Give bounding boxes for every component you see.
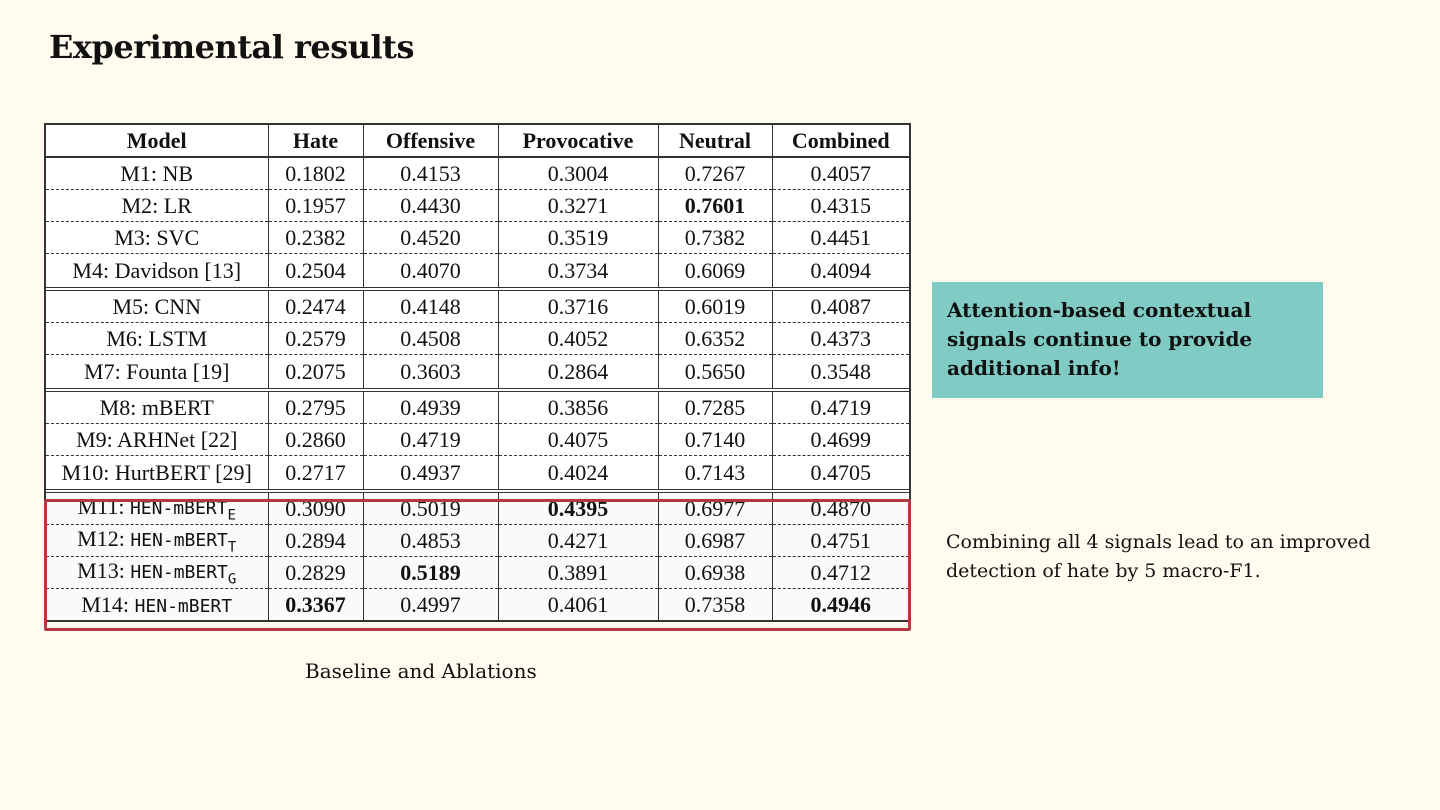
header-offensive: Offensive — [363, 125, 498, 157]
model-cell: M10: HurtBERT [29] — [46, 456, 268, 492]
table-row — [46, 557, 909, 589]
model-subscript: T — [227, 539, 237, 556]
model-id: M14: — [81, 591, 135, 617]
value-cell: 0.4087 — [772, 289, 909, 323]
value-cell: 0.3603 — [363, 355, 498, 391]
value-cell: 0.4148 — [363, 289, 498, 323]
value-cell: 0.4699 — [772, 424, 909, 456]
header-neutral: Neutral — [658, 125, 772, 157]
value-cell: 0.2829 — [268, 557, 363, 589]
model-cell: M2: LR — [46, 190, 268, 222]
value-cell: 0.4520 — [363, 222, 498, 254]
value-cell: 0.4751 — [772, 525, 909, 557]
value-cell: 0.4946 — [772, 589, 909, 621]
table-row — [46, 157, 909, 190]
model-name: HEN-mBERT — [129, 497, 228, 519]
value-cell: 0.3716 — [498, 289, 658, 323]
model-subscript: G — [227, 571, 237, 588]
callout-text: Attention-based contextual signals continue to provide additional info! — [947, 298, 1253, 380]
value-cell: 0.7267 — [658, 157, 772, 190]
value-cell: 0.4853 — [363, 525, 498, 557]
value-cell: 0.3090 — [268, 491, 363, 525]
value-cell: 0.4153 — [363, 157, 498, 190]
value-cell: 0.5019 — [363, 491, 498, 525]
value-cell: 0.3548 — [772, 355, 909, 391]
model-cell: M9: ARHNet [22] — [46, 424, 268, 456]
header-provocative: Provocative — [498, 125, 658, 157]
value-cell: 0.7382 — [658, 222, 772, 254]
value-cell: 0.2504 — [268, 254, 363, 290]
table-caption: Baseline and Ablations — [305, 659, 537, 683]
value-cell: 0.6987 — [658, 525, 772, 557]
result-note: Combining all 4 signals lead to an improved detection of hate by 5 macro-F1. — [946, 531, 1371, 582]
value-cell: 0.4430 — [363, 190, 498, 222]
table-body — [46, 157, 909, 620]
value-cell: 0.1802 — [268, 157, 363, 190]
value-cell: 0.6938 — [658, 557, 772, 589]
table-row — [46, 424, 909, 456]
model-cell: M3: SVC — [46, 222, 268, 254]
value-cell: 0.2075 — [268, 355, 363, 391]
value-cell: 0.6019 — [658, 289, 772, 323]
header-combined: Combined — [772, 125, 909, 157]
value-cell: 0.3004 — [498, 157, 658, 190]
model-cell: M8: mBERT — [46, 390, 268, 424]
table-row — [46, 222, 909, 254]
model-name: HEN-mBERT — [134, 595, 233, 617]
value-cell: 0.2579 — [268, 323, 363, 355]
value-cell: 0.2864 — [498, 355, 658, 391]
model-id: M13: — [77, 557, 131, 583]
table-row — [46, 254, 909, 290]
model-name: HEN-mBERT — [130, 561, 228, 583]
value-cell: 0.3734 — [498, 254, 658, 290]
value-cell: 0.4057 — [772, 157, 909, 190]
value-cell: 0.2860 — [268, 424, 363, 456]
value-cell: 0.4997 — [363, 589, 498, 621]
model-cell: M1: NB — [46, 157, 268, 190]
model-cell — [46, 491, 268, 525]
value-cell: 0.4937 — [363, 456, 498, 492]
value-cell: 0.4870 — [772, 491, 909, 525]
value-cell: 0.4451 — [772, 222, 909, 254]
value-cell: 0.4712 — [772, 557, 909, 589]
value-cell: 0.5189 — [363, 557, 498, 589]
value-cell: 0.7285 — [658, 390, 772, 424]
value-cell: 0.6352 — [658, 323, 772, 355]
callout-box — [932, 282, 1323, 398]
model-cell — [46, 525, 268, 557]
value-cell: 0.3891 — [498, 557, 658, 589]
model-cell: M5: CNN — [46, 289, 268, 323]
model-cell — [46, 557, 268, 589]
table-row — [46, 525, 909, 557]
value-cell: 0.2717 — [268, 456, 363, 492]
value-cell: 0.3367 — [268, 589, 363, 621]
value-cell: 0.7358 — [658, 589, 772, 621]
value-cell: 0.4719 — [772, 390, 909, 424]
value-cell: 0.2894 — [268, 525, 363, 557]
table-row — [46, 355, 909, 391]
header-hate: Hate — [268, 125, 363, 157]
value-cell: 0.6977 — [658, 491, 772, 525]
value-cell: 0.2474 — [268, 289, 363, 323]
value-cell: 0.7140 — [658, 424, 772, 456]
value-cell: 0.3519 — [498, 222, 658, 254]
value-cell: 0.5650 — [658, 355, 772, 391]
table-row — [46, 589, 909, 621]
value-cell: 0.4271 — [498, 525, 658, 557]
value-cell: 0.4075 — [498, 424, 658, 456]
model-name: HEN-mBERT — [130, 529, 228, 551]
model-cell: M7: Founta [19] — [46, 355, 268, 391]
value-cell: 0.1957 — [268, 190, 363, 222]
table-row — [46, 289, 909, 323]
value-cell: 0.4061 — [498, 589, 658, 621]
table-header-row — [46, 125, 909, 157]
value-cell: 0.4024 — [498, 456, 658, 492]
value-cell: 0.3856 — [498, 390, 658, 424]
model-cell — [46, 589, 268, 621]
model-id: M11: — [77, 493, 130, 519]
value-cell: 0.7601 — [658, 190, 772, 222]
value-cell: 0.4508 — [363, 323, 498, 355]
table-row — [46, 190, 909, 222]
model-id: M12: — [77, 525, 131, 551]
value-cell: 0.4315 — [772, 190, 909, 222]
value-cell: 0.4373 — [772, 323, 909, 355]
value-cell: 0.4052 — [498, 323, 658, 355]
value-cell: 0.4395 — [498, 491, 658, 525]
value-cell: 0.3271 — [498, 190, 658, 222]
model-subscript: E — [227, 507, 236, 524]
value-cell: 0.4070 — [363, 254, 498, 290]
header-model: Model — [46, 125, 268, 157]
model-cell: M4: Davidson [13] — [46, 254, 268, 290]
value-cell: 0.6069 — [658, 254, 772, 290]
table-row — [46, 456, 909, 492]
value-cell: 0.4705 — [772, 456, 909, 492]
value-cell: 0.4939 — [363, 390, 498, 424]
value-cell: 0.4719 — [363, 424, 498, 456]
value-cell: 0.7143 — [658, 456, 772, 492]
value-cell: 0.2795 — [268, 390, 363, 424]
value-cell: 0.4094 — [772, 254, 909, 290]
table-row — [46, 491, 909, 525]
model-cell: M6: LSTM — [46, 323, 268, 355]
table-row — [46, 323, 909, 355]
table-row — [46, 390, 909, 424]
slide-title: Experimental results — [49, 28, 414, 66]
results-table — [44, 123, 911, 622]
value-cell: 0.2382 — [268, 222, 363, 254]
